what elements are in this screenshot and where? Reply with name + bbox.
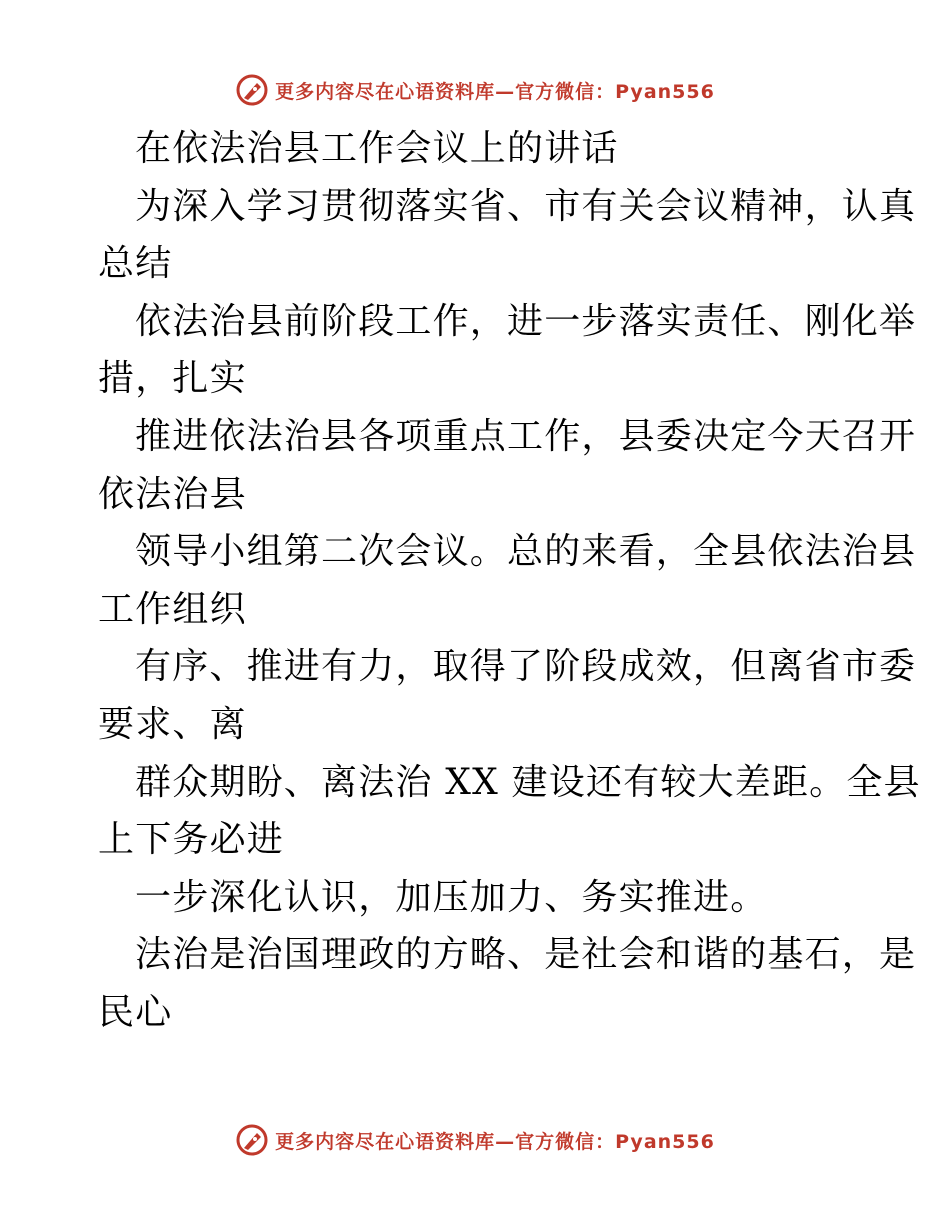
document-body bbox=[98, 120, 921, 1042]
paragraph-line: 工作组织 bbox=[98, 588, 247, 630]
paragraph-line: 民心 bbox=[98, 991, 173, 1033]
paragraph-line: 为深入学习贯彻落实省、市有关会议精神，认真 bbox=[135, 185, 917, 227]
paragraph-line: 有序、推进有力，取得了阶段成效，但离省市委 bbox=[135, 646, 917, 688]
pen-logo-icon bbox=[235, 73, 269, 107]
paragraph-line: 依法治县前阶段工作，进一步落实责任、刚化举 bbox=[135, 300, 917, 342]
paragraph-line: 群众期盼、离法治 XX 建设还有较大差距。全县 bbox=[135, 761, 921, 803]
pen-logo-icon bbox=[235, 1123, 269, 1157]
watermark-header bbox=[0, 70, 950, 110]
watermark-footer bbox=[0, 1120, 950, 1160]
paragraph-line: 措，扎实 bbox=[98, 358, 247, 400]
paragraph-line: 领导小组第二次会议。总的来看，全县依法治县 bbox=[135, 531, 917, 573]
paragraph-line: 依法治县 bbox=[98, 473, 247, 515]
paragraph-line: 推进依法治县各项重点工作，县委决定今天召开 bbox=[135, 415, 917, 457]
paragraph-line: 一步深化认识，加压加力、务实推进。 bbox=[135, 876, 768, 918]
document-title: 在依法治县工作会议上的讲话 bbox=[135, 128, 619, 169]
paragraph-line: 法治是治国理政的方略、是社会和谐的基石，是 bbox=[135, 934, 917, 976]
paragraph-line: 总结 bbox=[98, 243, 173, 285]
paragraph-line: 上下务必进 bbox=[98, 819, 285, 861]
watermark-text: 更多内容尽在心语资料库—官方微信：Pyan556 bbox=[275, 80, 715, 103]
watermark-text: 更多内容尽在心语资料库—官方微信：Pyan556 bbox=[275, 1130, 715, 1153]
paragraph-line: 要求、离 bbox=[98, 703, 247, 745]
